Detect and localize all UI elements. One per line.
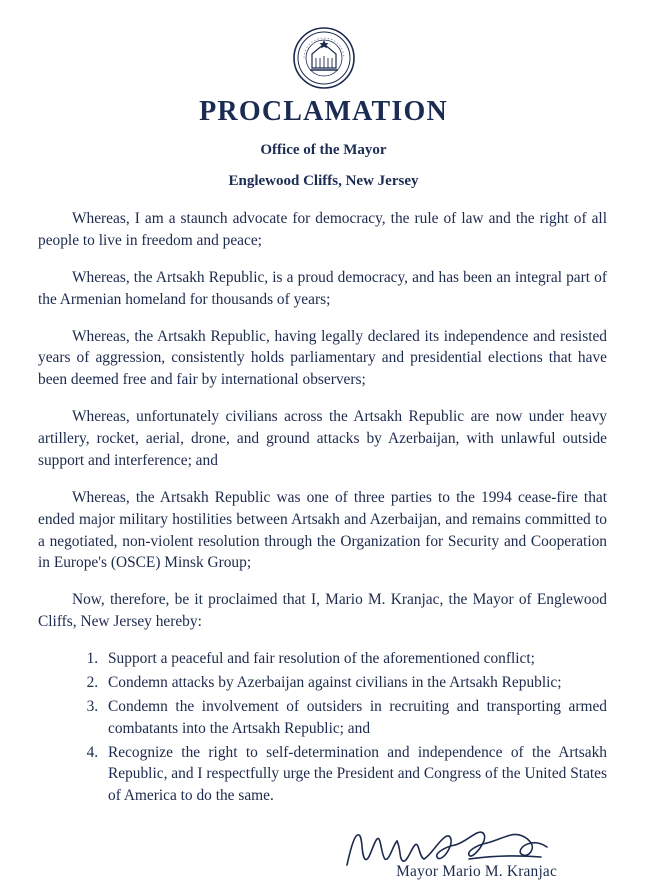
list-item: 1. Support a peaceful and fair resolution of the aforementioned conflict; (102, 648, 607, 670)
signature-block (34, 825, 613, 881)
municipality-subtitle: Englewood Cliffs, New Jersey (228, 173, 419, 189)
paragraph-whereas-5: Whereas, the Artsakh Republic was one of three parties to the 1994 cease-fire that ended major military hostilities between Artsakh and Azerbaijan, and remains committed to a negotiated, non-violent resolution through the Organization for Security and Cooperation in Europe's (OSCE) Minsk Group; (38, 488, 607, 572)
list-item: 4. Recognize the right to self-determination and independence of the Artsakh Republic, and I respectfully urge the President and Congress of the United States of America to do the same. (102, 742, 607, 808)
paragraph-proclamation-statement: Now, therefore, be it proclaimed that I, Mario M. Kranjac, the Mayor of Englewood Cliffs, New Jersey hereby: (38, 591, 607, 631)
seal-container (34, 26, 613, 90)
page-title: PROCLAMATION (199, 96, 448, 127)
municipal-seal-icon (292, 26, 356, 90)
paragraph-whereas-1: Whereas, I am a staunch advocate for democracy, the rule of law and the right of all people to live in freedom and peace; (38, 210, 607, 249)
paragraph-whereas-4: Whereas, unfortunately civilians across the Artsakh Republic are now under heavy artillery, rocket, aerial, drone, and ground attacks by Azerbaijan, with unlawful outside support and interference; and (38, 408, 607, 469)
paragraph-whereas-3: Whereas, the Artsakh Republic, having legally declared its independence and resisted years of aggression, consistently holds parliamentary and presidential elections that have been deemed free and fair by international observers; (38, 327, 607, 389)
list-item: 3. Condemn the involvement of outsiders in recruiting and transporting armed combatants into the Artsakh Republic; and (102, 696, 607, 740)
signature-name: Mayor Mario M. Kranjac (396, 863, 557, 881)
office-subtitle: Office of the Mayor (260, 142, 387, 158)
paragraph-whereas-2: Whereas, the Artsakh Republic, is a proud democracy, and has been an integral part of the Armenian homeland for thousands of years; (38, 268, 607, 308)
resolution-list (38, 648, 607, 807)
list-item: 2. Condemn attacks by Azerbaijan against civilians in the Artsakh Republic; (102, 672, 607, 694)
document-body (34, 208, 613, 807)
